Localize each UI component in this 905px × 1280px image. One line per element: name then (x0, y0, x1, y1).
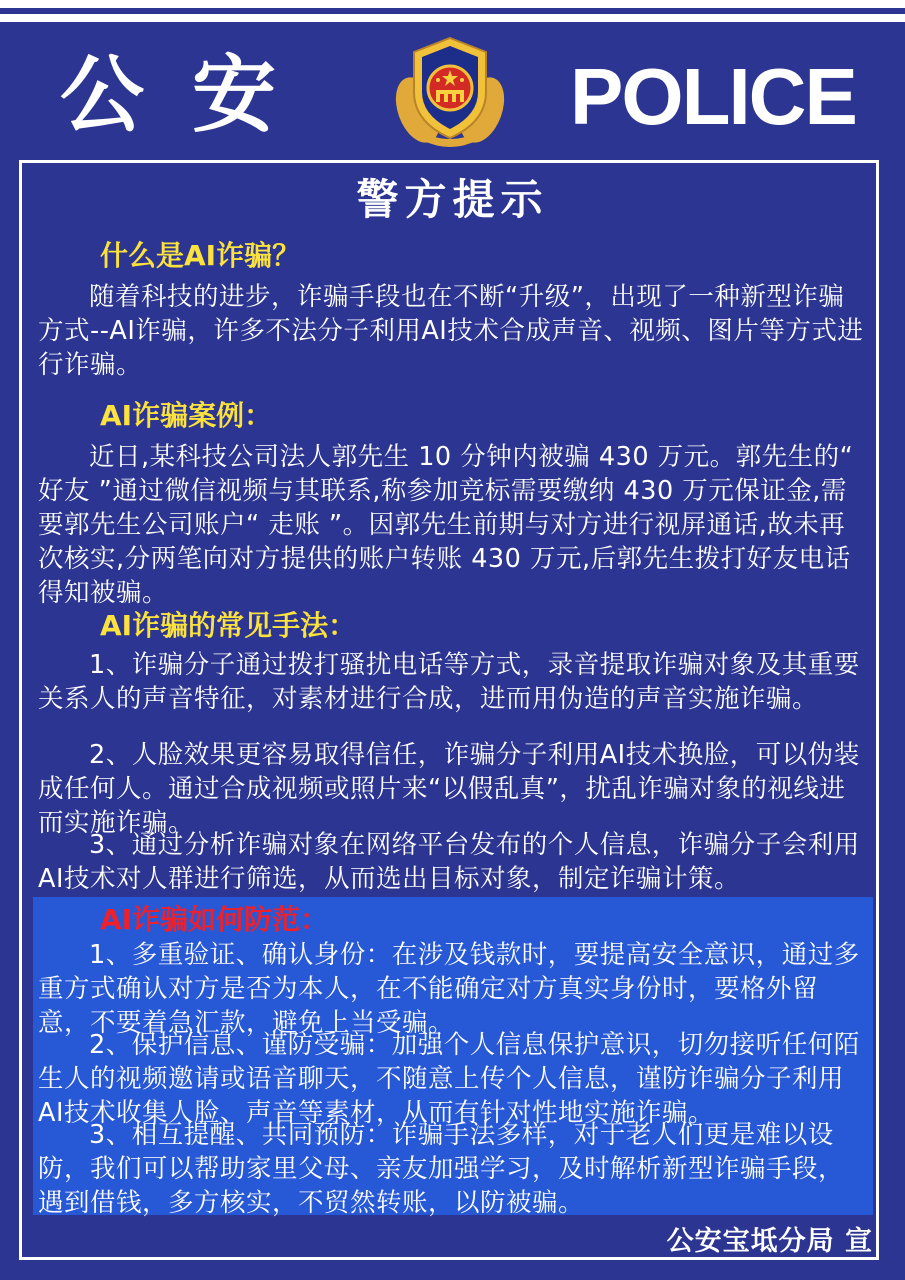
police-badge-icon (388, 30, 512, 154)
section-title-common-methods: AI诈骗的常见手法： (100, 609, 357, 642)
paragraph-what-is-ai-fraud: 随着科技的进步，诈骗手段也在不断“升级”，出现了一种新型诈骗方式--AI诈骗，许多不法分子利用AI技术合成声音、视频、图片等方式进行诈骗。 (38, 282, 864, 380)
header-title-cn: 公安 (60, 46, 325, 144)
paragraph-prevention-1: 1、多重验证、确认身份：在涉及钱款时，要提高安全意识，通过多重方式确认对方是否为本人，在不能确定对方真实身份时，要格外留意，不要着急汇款，避免上当受骗。 (38, 940, 860, 1038)
top-border-strip (0, 0, 905, 22)
paragraph-method-1: 1、诈骗分子通过拨打骚扰电话等方式，录音提取诈骗对象及其重要关系人的声音特征，对素材进行合成，进而用伪造的声音实施诈骗。 (38, 650, 860, 714)
paragraph-prevention-3: 3、相互提醒、共同预防：诈骗手法多样，对于老人们更是难以设防，我们可以帮助家里父母、亲友加强学习，及时解析新型诈骗手段，遇到借钱，多方核实，不贸然转账，以防被骗。 (38, 1120, 845, 1218)
header-title-en: POLICE (570, 52, 856, 141)
section-title-case: AI诈骗案例： (100, 399, 273, 432)
paragraph-prevention-2: 2、保护信息、谨防受骗：加强个人信息保护意识，切勿接听任何陌生人的视频邀请或语音聊天，不随意上传个人信息，谨防诈骗分子利用AI技术收集人脸、声音等素材，从而有针对性地实施诈骗。 (38, 1030, 860, 1128)
notice-title: 警方提示 (356, 175, 549, 224)
section-title-prevention: AI诈骗如何防范： (100, 903, 329, 936)
paragraph-case: 近日,某科技公司法人郭先生 10 分钟内被骗 430 万元。郭先生的“ 好友 ”通过微信视频与其联系,称参加竞标需要缴纳 430 万元保证金,需要郭先生公司账户“ 走账 ”。因郭先生前期与对方进行视屏通话,故未再次核实,分两笔向对方提供的账户转账 430 万元,后郭先生拨打好友电话得知被骗。 (38, 442, 854, 608)
paragraph-method-2: 2、人脸效果更容易取得信任，诈骗分子利用AI技术换脸，可以伪装成任何人。通过合成视频或照片来“以假乱真”，扰乱诈骗对象的视线进而实施诈骗。 (38, 740, 860, 838)
section-title-what-is-ai-fraud: 什么是AI诈骗？ (100, 239, 301, 272)
paragraph-method-3: 3、通过分析诈骗对象在网络平台发布的个人信息，诈骗分子会利用AI技术对人群进行筛选，从而选出目标对象，制定诈骗计策。 (38, 830, 860, 894)
top-border-line (0, 8, 905, 14)
issuer-signature: 公安宝坻分局 宣 (666, 1226, 873, 1257)
